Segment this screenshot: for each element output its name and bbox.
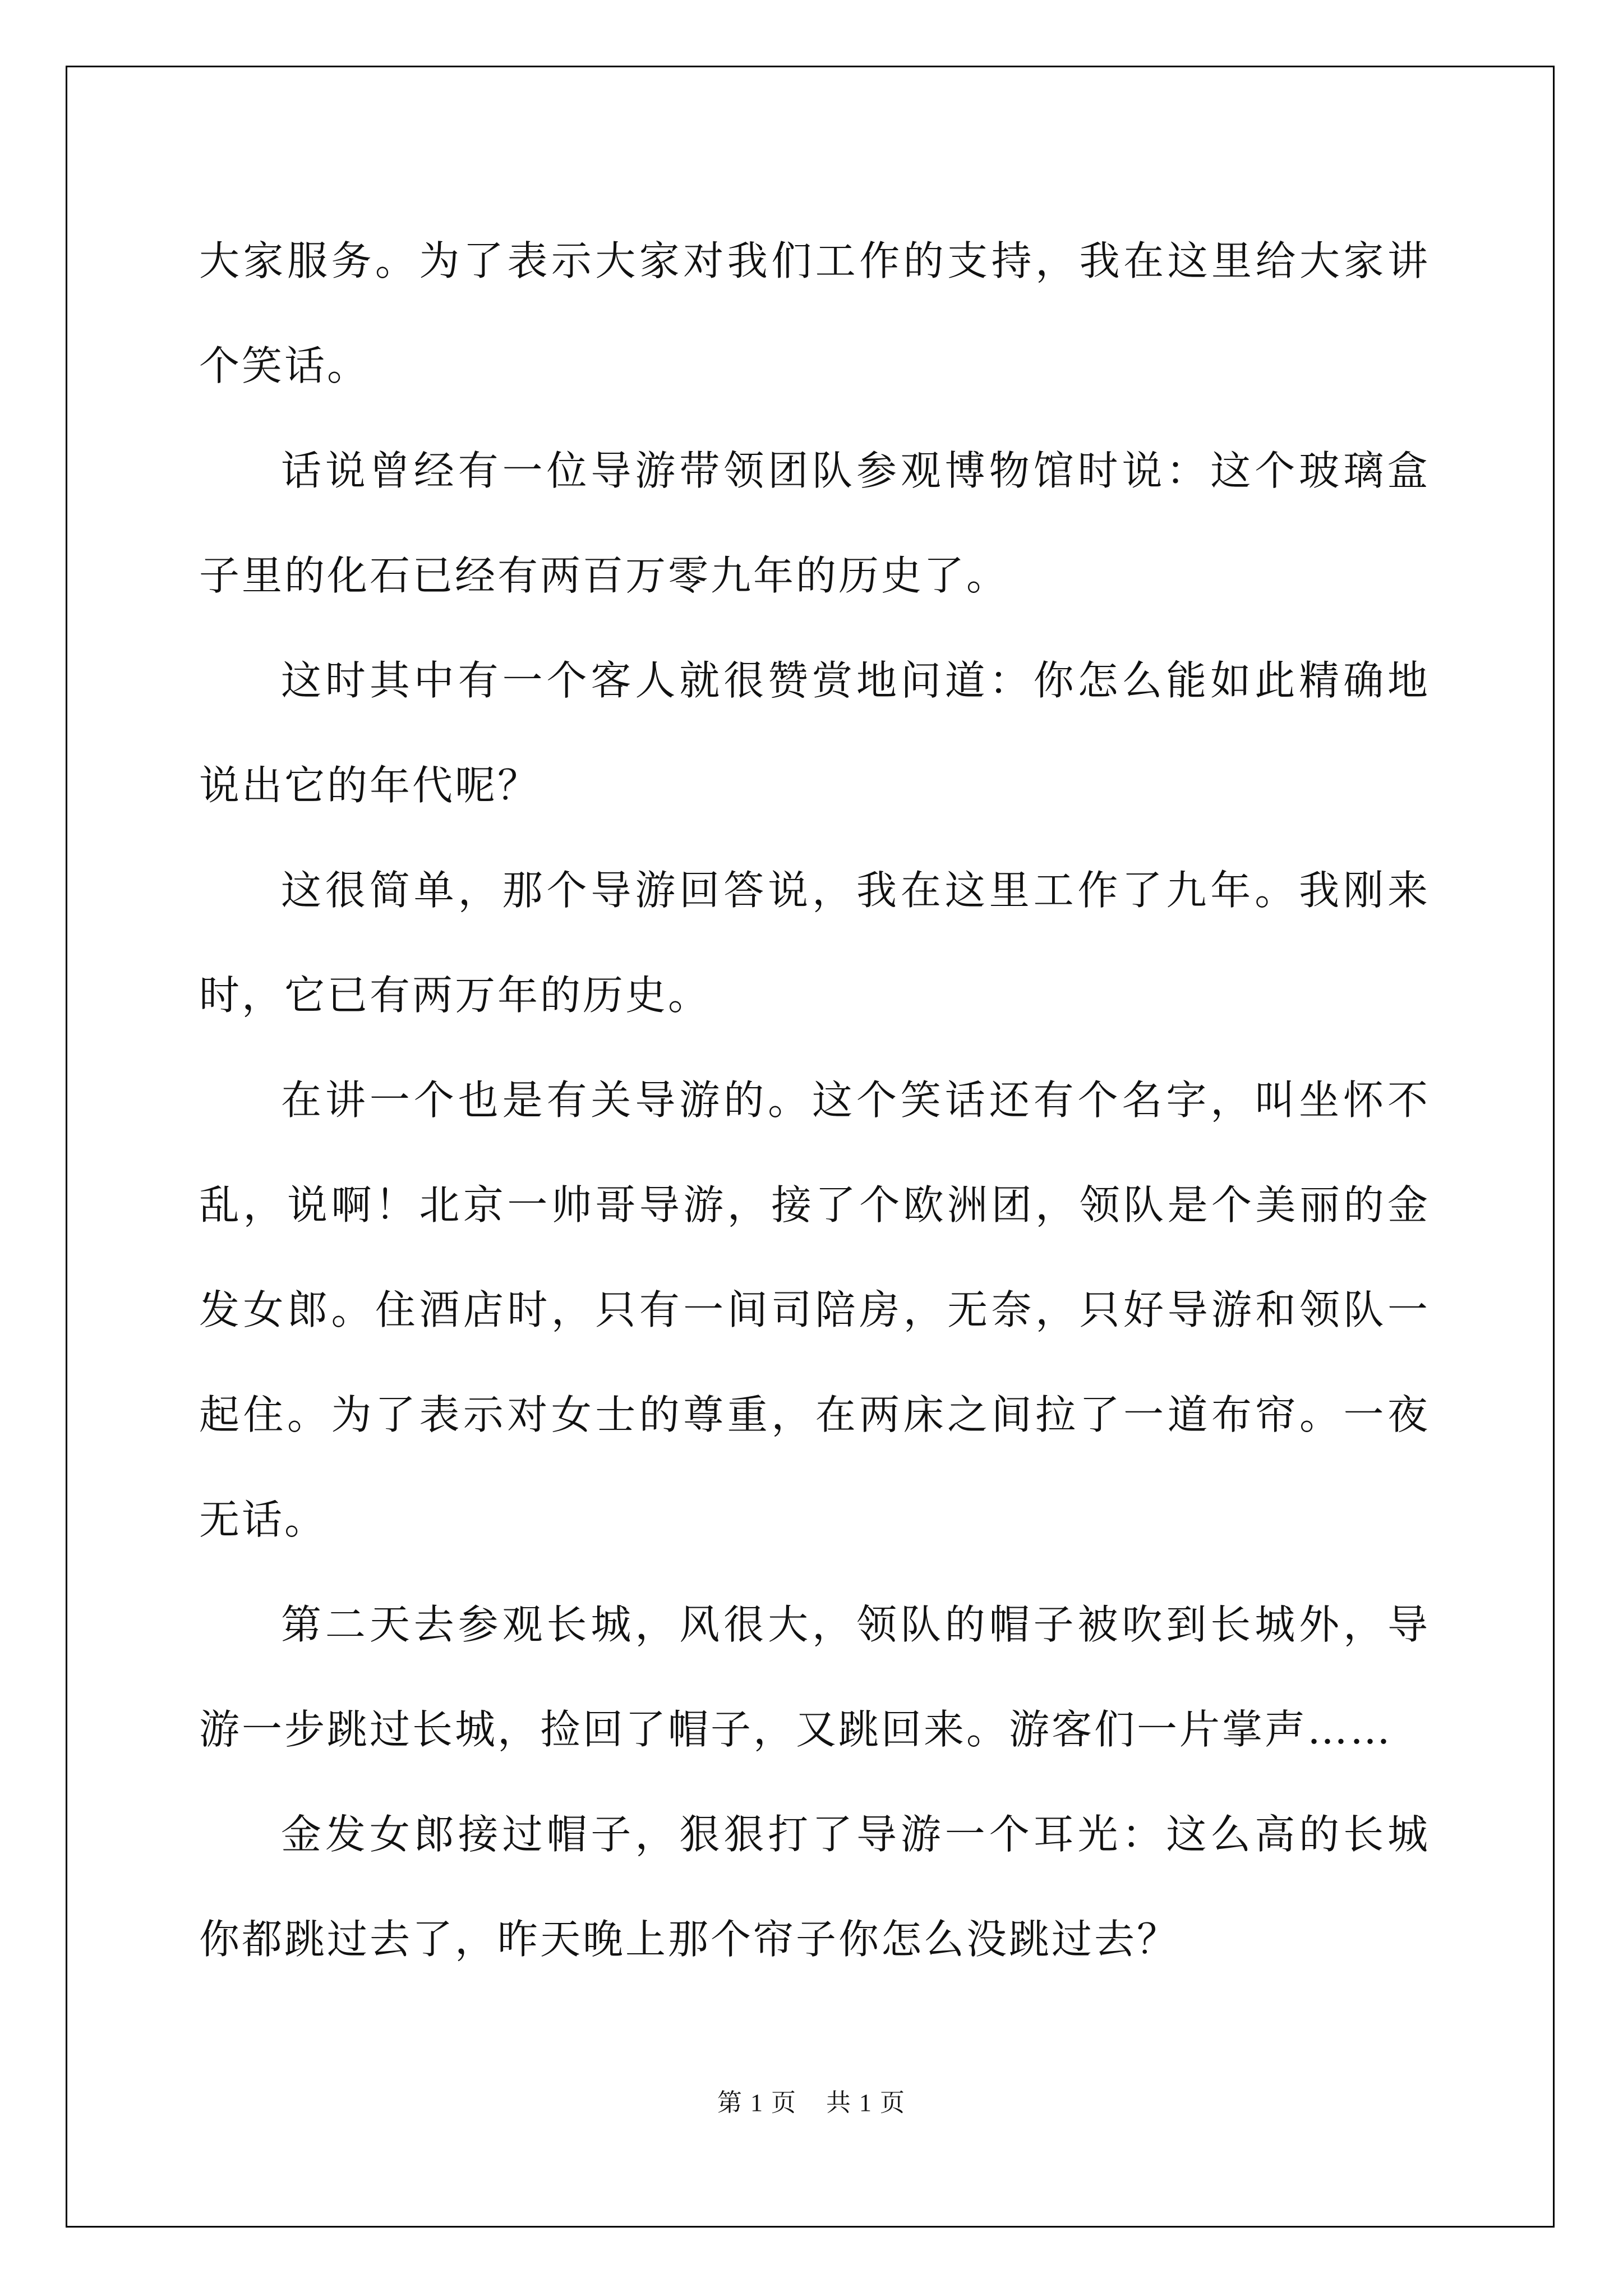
page-total: 共 1 页	[826, 2089, 906, 2116]
paragraph: 这时其中有一个客人就很赞赏地问道：你怎么能如此精确地说出它的年代呢？	[199, 657, 1430, 809]
paragraph: 在讲一个也是有关导游的。这个笑话还有个名字，叫坐怀不乱，说啊！北京一帅哥导游，接了个欧洲团，领队是个美丽的金发女郎。住酒店时，只有一间司陪房，无奈，只好导游和领队一起住。为了表示对女士的尊重，在两床之间拉了一道布帘。一夜无话。	[199, 1076, 1430, 1543]
page-number: 第 1 页	[717, 2089, 797, 2116]
paragraph: 这很简单，那个导游回答说，我在这里工作了九年。我刚来时，它已有两万年的历史。	[199, 867, 1430, 1019]
paragraph: 金发女郎接过帽子，狠狠打了导游一个耳光：这么高的长城你都跳过去了，昨天晚上那个帘子你怎么没跳过去？	[199, 1811, 1430, 1963]
paragraph: 大家服务。为了表示大家对我们工作的支持，我在这里给大家讲个笑话。	[199, 237, 1430, 389]
page-footer	[0, 2082, 1623, 2118]
paragraph: 话说曾经有一位导游带领团队参观博物馆时说：这个玻璃盒子里的化石已经有两百万零九年的历史了。	[199, 447, 1430, 599]
document-body	[199, 209, 1430, 1992]
paragraph: 第二天去参观长城，风很大，领队的帽子被吹到长城外，导游一步跳过长城，捡回了帽子，又跳回来。游客们一片掌声……	[199, 1601, 1430, 1753]
